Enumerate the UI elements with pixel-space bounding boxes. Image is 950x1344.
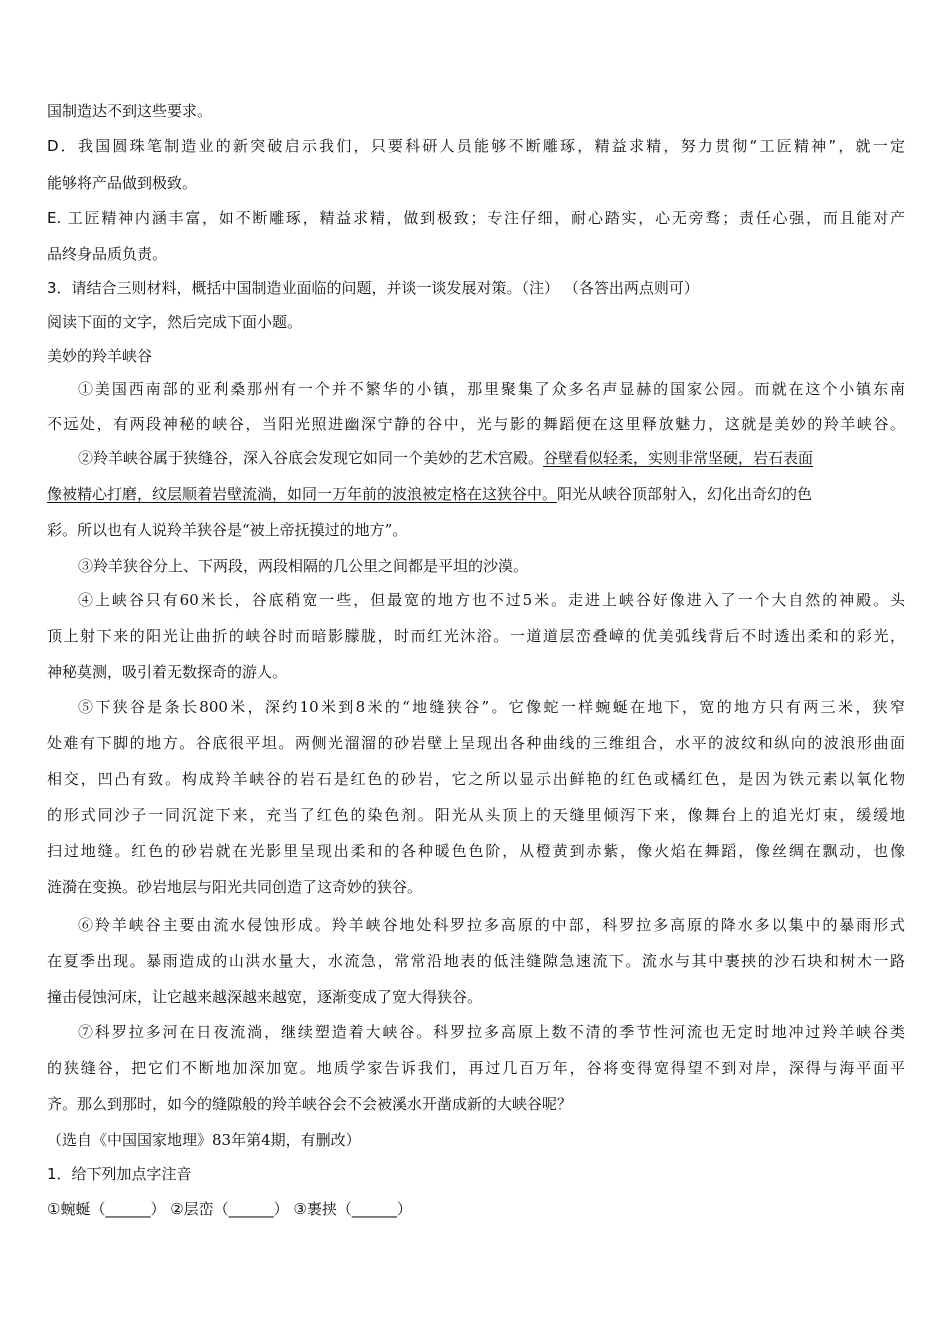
underlined-sentence: 谷壁看似轻柔，实则非常坚硬，岩石表面 <box>543 449 814 467</box>
option-e-line-2: 品终身品质负责。 <box>47 245 168 263</box>
option-d-line-1: D．我国圆珠笔制造业的新突破启示我们，只要科研人员能够不断雕琢，精益求精，努力贯彻“工匠精神”，就一定 <box>47 137 905 155</box>
question-3: 3．请结合三则材料，概括中国制造业面临的问题，并谈一谈发展对策。（注） （各答出两点则可） <box>47 279 699 297</box>
sub-question-1: 1．给下列加点字注音 <box>47 1165 192 1183</box>
paragraph-1-line-1: ①美国西南部的亚利桑那州有一个并不繁华的小镇，那里聚集了众多名声显赫的国家公园。而就在这个小镇东南 <box>78 380 905 398</box>
option-d-line-2: 能够将产品做到极致。 <box>47 174 198 192</box>
paragraph-7-line-2: 的狭缝谷，把它们不断地加深加宽。地质学家告诉我们，再过几百万年，谷将变得宽得望不到对岸，深得与海平面平 <box>47 1059 905 1077</box>
paragraph-2-line-3: 彩。所以也有人说羚羊狭谷是“被上帝抚摸过的地方”。 <box>47 521 408 539</box>
q2-option-tail: 国制造达不到这些要求。 <box>47 102 213 120</box>
paragraph-1-line-2: 不远处，有两段神秘的峡谷，当阳光照进幽深宁静的谷中，光与影的舞蹈便在这里释放魅力，这就是美妙的羚羊峡谷。 <box>47 415 905 433</box>
paragraph-4-line-1: ④上峡谷只有60米长，谷底稍宽一些，但最宽的地方也不过5米。走进上峡谷好像进入了一个大自然的神殿。头 <box>78 591 905 609</box>
paragraph-7-line-1: ⑦科罗拉多河在日夜流淌，继续塑造着大峡谷。科罗拉多高原上数不清的季节性河流也无定时地冲过羚羊峡谷类 <box>78 1023 905 1041</box>
paragraph-2-line-2 <box>47 479 905 509</box>
paragraph-2-plain-text: ②羚羊峡谷属于狭缝谷，深入谷底会发现它如同一个美妙的艺术宫殿。 <box>78 449 544 467</box>
paragraph-2-line-1 <box>78 443 905 473</box>
underlined-sentence-cont: 像被精心打磨，纹层顺着岩壁流淌，如同一万年前的波浪被定格在这狭谷中。 <box>47 485 558 503</box>
paragraph-5-line-6: 涟漪在变换。砂岩地层与阳光共同创造了这奇妙的狭谷。 <box>47 878 423 896</box>
reading-instruction: 阅读下面的文字，然后完成下面小题。 <box>47 313 303 331</box>
option-e-line-1: E. 工匠精神内涵丰富，如不断雕琢，精益求精，做到极致；专注仔细，耐心踏实，心无旁骛；责任心强，而且能对产 <box>47 209 905 227</box>
paragraph-5-line-5: 扫过地缝。红色的砂岩就在光影里呈现出柔和的各种暖色色阶，从橙黄到赤紫，像火焰在舞蹈，像丝绸在飘动，也像 <box>47 842 905 860</box>
paragraph-3: ③羚羊狭谷分上、下两段，两段相隔的几公里之间都是平坦的沙漠。 <box>78 557 529 575</box>
paragraph-5-line-1: ⑤下狭谷是条长800米，深约10米到8米的“地缝狭谷”。它像蛇一样蜿蜒在地下，宽的地方只有两三米，狭窄 <box>78 698 905 716</box>
paragraph-4-line-2: 顶上射下来的阳光让曲折的峡谷时而暗影朦胧，时而红光沐浴。一道道层峦叠嶂的优美弧线背后不时透出柔和的彩光， <box>47 627 905 645</box>
sub-question-1-blanks: ①蜿蜒（______） ②层峦（______） ③裹挟（______） <box>47 1200 412 1218</box>
paragraph-6-line-2: 在夏季出现。暴雨造成的山洪水量大，水流急，常常沿地表的低洼缝隙急速流下。流水与其中裹挟的沙石块和树木一路 <box>47 952 905 970</box>
source-citation: （选自《中国国家地理》83年第4期，有删改） <box>47 1131 361 1149</box>
paragraph-5-line-4: 的形式同沙子一同沉淀下来，充当了红色的染色剂。阳光从头顶上的天缝里倾泻下来，像舞台上的追光灯束，缓缓地 <box>47 806 905 824</box>
paragraph-4-line-3: 神秘莫测，吸引着无数探奇的游人。 <box>47 663 288 681</box>
paragraph-6-line-1: ⑥羚羊峡谷主要由流水侵蚀形成。羚羊峡谷地处科罗拉多高原的中部，科罗拉多高原的降水多以集中的暴雨形式 <box>78 916 905 934</box>
paragraph-5-line-3: 相交，凹凸有致。构成羚羊峡谷的岩石是红色的砂岩，它之所以显示出鲜艳的红色或橘红色，是因为铁元素以氧化物 <box>47 770 905 788</box>
paragraph-2-plain-text-2: 阳光从峡谷顶部射入，幻化出奇幻的色 <box>557 485 813 503</box>
paragraph-5-line-2: 处难有下脚的地方。谷底很平坦。两侧光溜溜的砂岩壁上呈现出各种曲线的三维组合，水平的波纹和纵向的波浪形曲面 <box>47 734 905 752</box>
paragraph-6-line-3: 撞击侵蚀河床，让它越来越深越来越宽，逐渐变成了宽大得狭谷。 <box>47 988 483 1006</box>
article-title: 美妙的羚羊峡谷 <box>47 347 153 365</box>
paragraph-7-line-3: 齐。那么到那时，如今的缝隙般的羚羊峡谷会不会被溪水开凿成新的大峡谷呢？ <box>47 1095 573 1113</box>
